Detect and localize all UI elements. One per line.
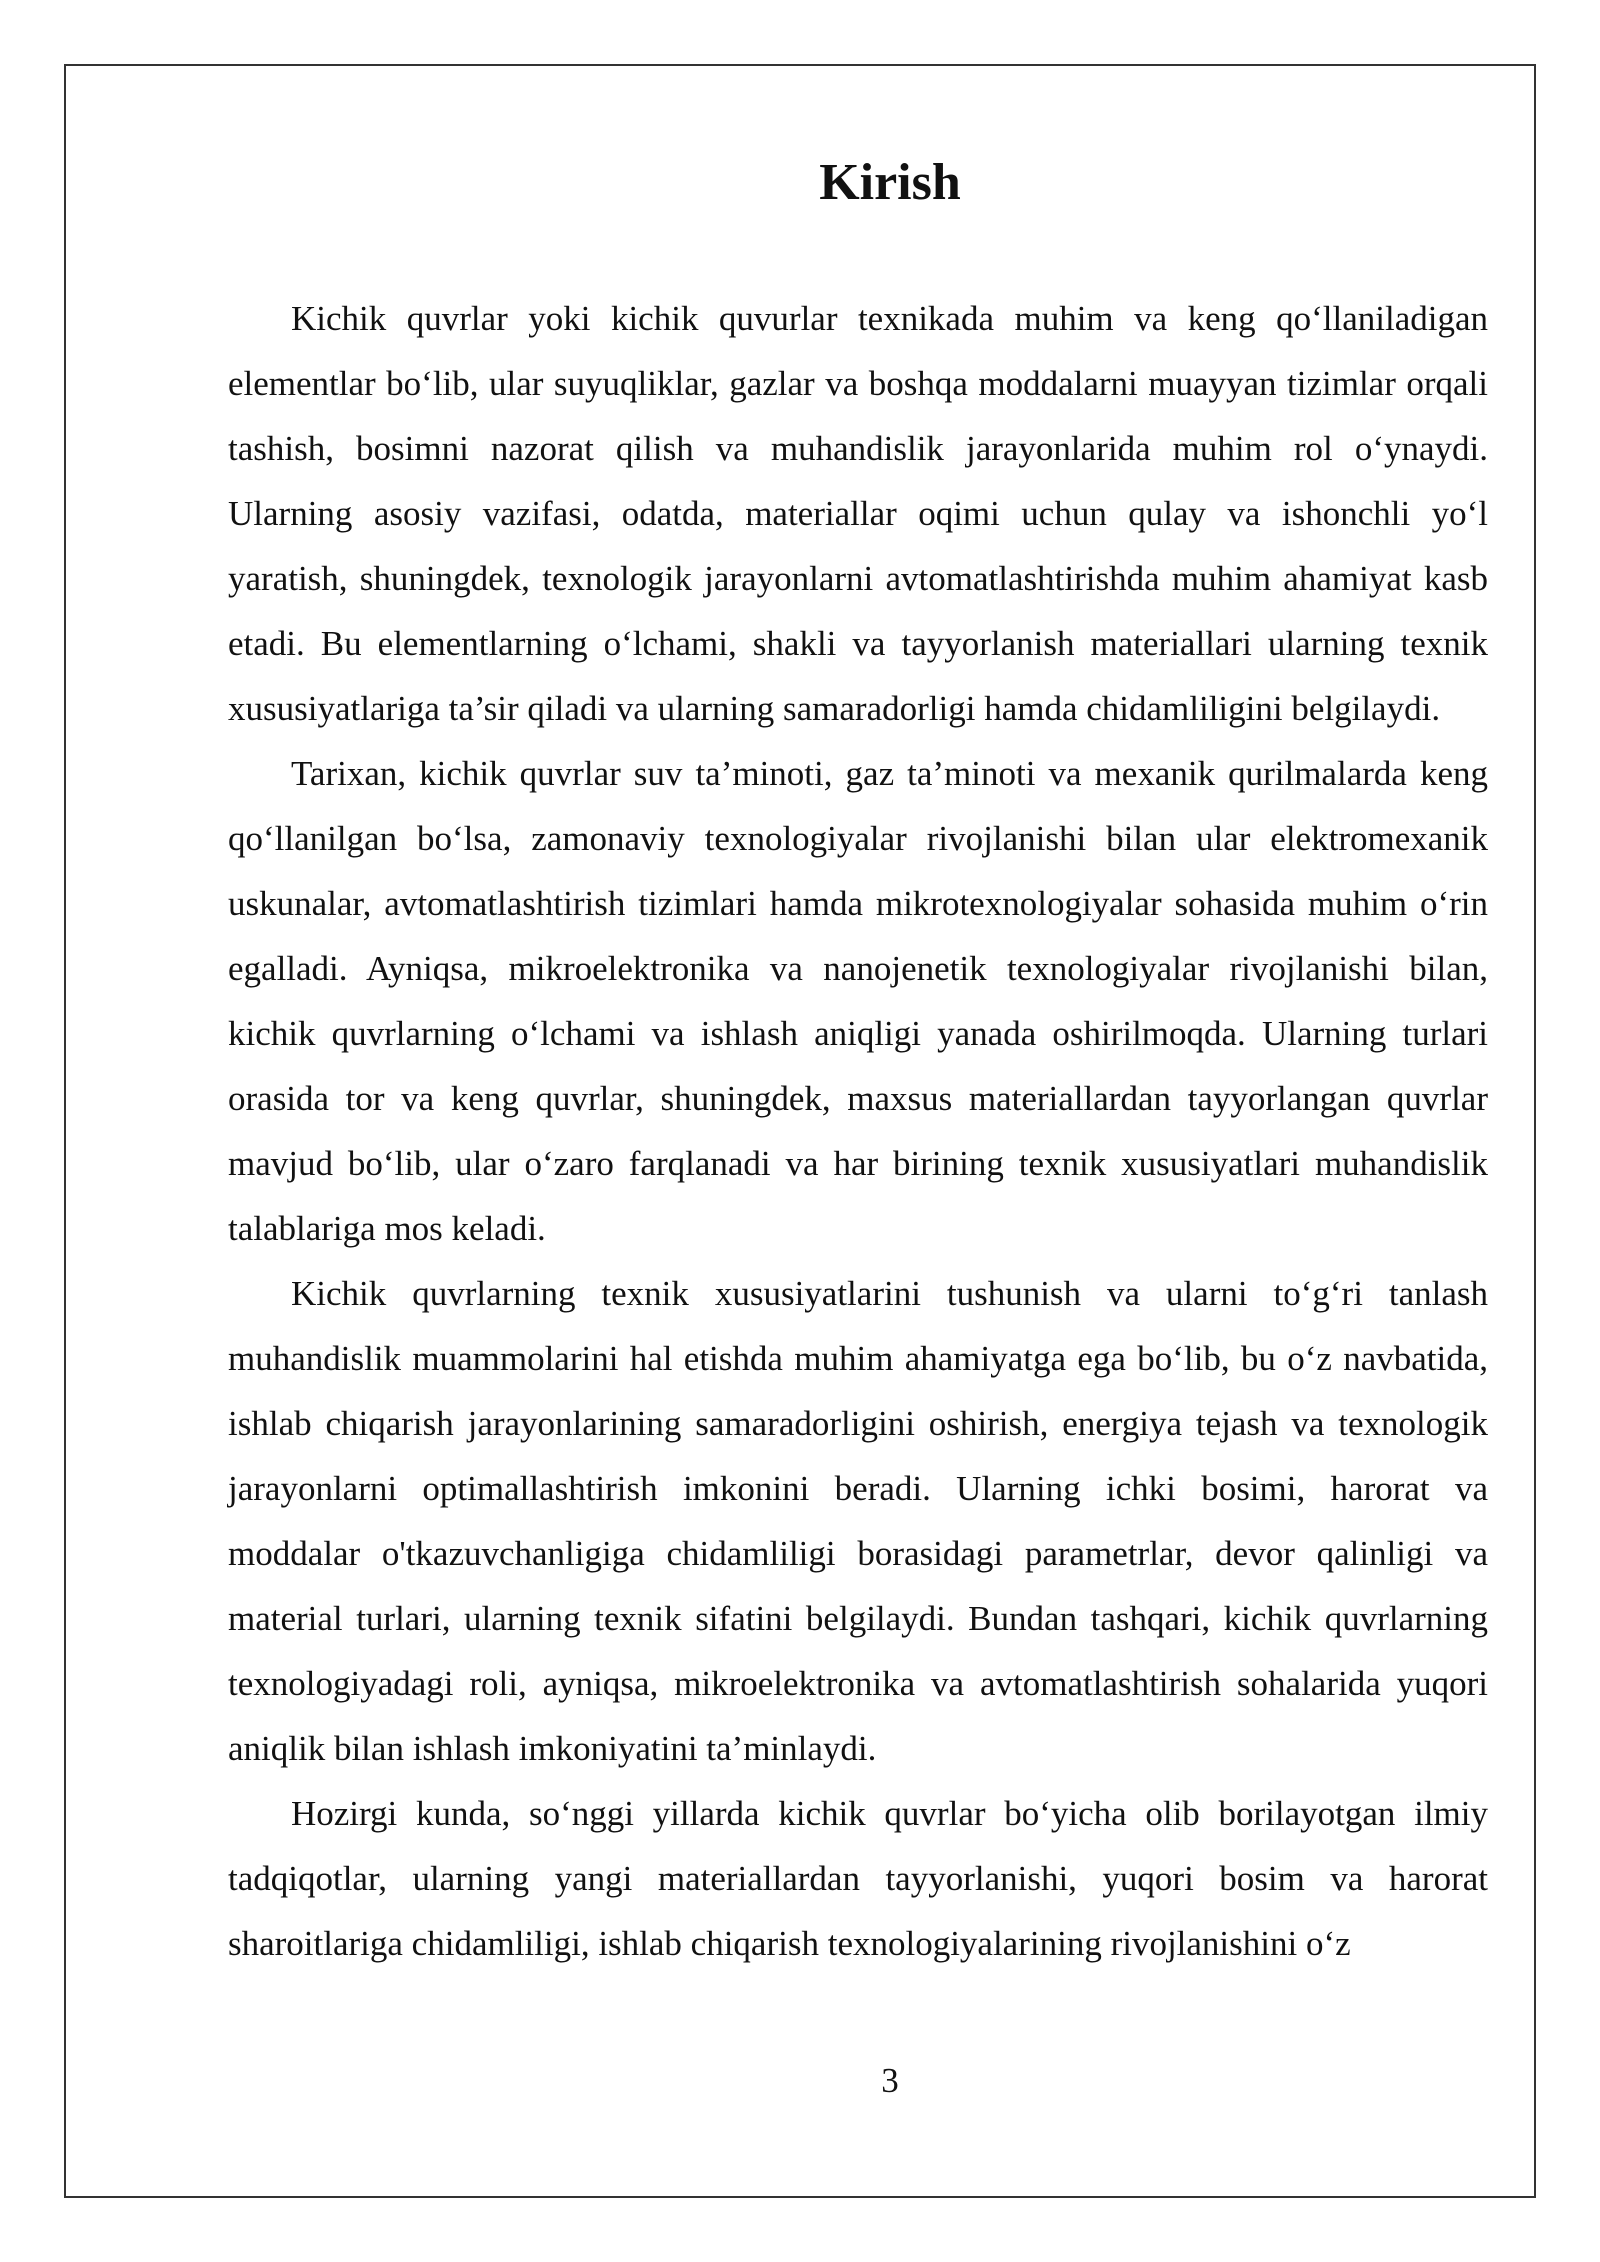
paragraph-4: Hozirgi kunda, so‘nggi yillarda kichik quvrlar bo‘yicha olib borilayotgan ilmiy tadqiqotlar, ularning yangi materiallardan tayyorlanishi, yuqori bosim va harorat sharoitlariga chidamliligi, ishlab chiqarish texnologiyalarining rivojlanishini o‘z	[228, 1794, 1488, 1963]
page-number: 3	[881, 2061, 899, 2100]
paragraph-1: Kichik quvrlar yoki kichik quvurlar texnikada muhim va keng qo‘llaniladigan elementlar bo‘lib, ular suyuqliklar, gazlar va boshqa moddalarni muayyan tizimlar orqali tashish, bosimni nazorat qilish va muhandislik jarayonlarida muhim rol o‘ynaydi. Ularning asosiy vazifasi, odatda, materiallar oqimi uchun qulay va ishonchli yo‘l yaratish, shuningdek, texnologik jarayonlarni avtomatlashtirishda muhim ahamiyat kasb etadi. Bu elementlarning o‘lchami, shakli va tayyorlanish materiallari ularning texnik xususiyatlariga ta’sir qiladi va ularning samaradorligi hamda chidamliligini belgilaydi.	[228, 299, 1488, 728]
paragraph-2: Tarixan, kichik quvrlar suv ta’minoti, gaz ta’minoti va mexanik qurilmalarda keng qo‘llanilgan bo‘lsa, zamonaviy texnologiyalar rivojlanishi bilan ular elektromexanik uskunalar, avtomatlashtirish tizimlari hamda mikrotexnologiyalar sohasida muhim o‘rin egalladi. Ayniqsa, mikroelektronika va nanojenetik texnologiyalar rivojlanishi bilan, kichik quvrlarning o‘lchami va ishlash aniqligi yanada oshirilmoqda. Ularning turlari orasida tor va keng quvrlar, shuningdek, maxsus materiallardan tayyorlangan quvrlar mavjud bo‘lib, ular o‘zaro farqlanadi va har birining texnik xususiyatlari muhandislik talablariga mos keladi.	[228, 754, 1488, 1248]
page-title: Kirish	[819, 154, 961, 211]
document-body	[228, 286, 1488, 1976]
paragraph-3: Kichik quvrlarning texnik xususiyatlarini tushunish va ularni to‘g‘ri tanlash muhandislik muammolarini hal etishda muhim ahamiyatga ega bo‘lib, bu o‘z navbatida, ishlab chiqarish jarayonlarining samaradorligini oshirish, energiya tejash va texnologik jarayonlarni optimallashtirish imkonini beradi. Ularning ichki bosimi, harorat va moddalar o'tkazuvchanligiga chidamliligi borasidagi parametrlar, devor qalinligi va material turlari, ularning texnik sifatini belgilaydi. Bundan tashqari, kichik quvrlarning texnologiyadagi roli, ayniqsa, mikroelektronika va avtomatlashtirish sohalarida yuqori aniqlik bilan ishlash imkoniyatini ta’minlaydi.	[228, 1274, 1488, 1768]
